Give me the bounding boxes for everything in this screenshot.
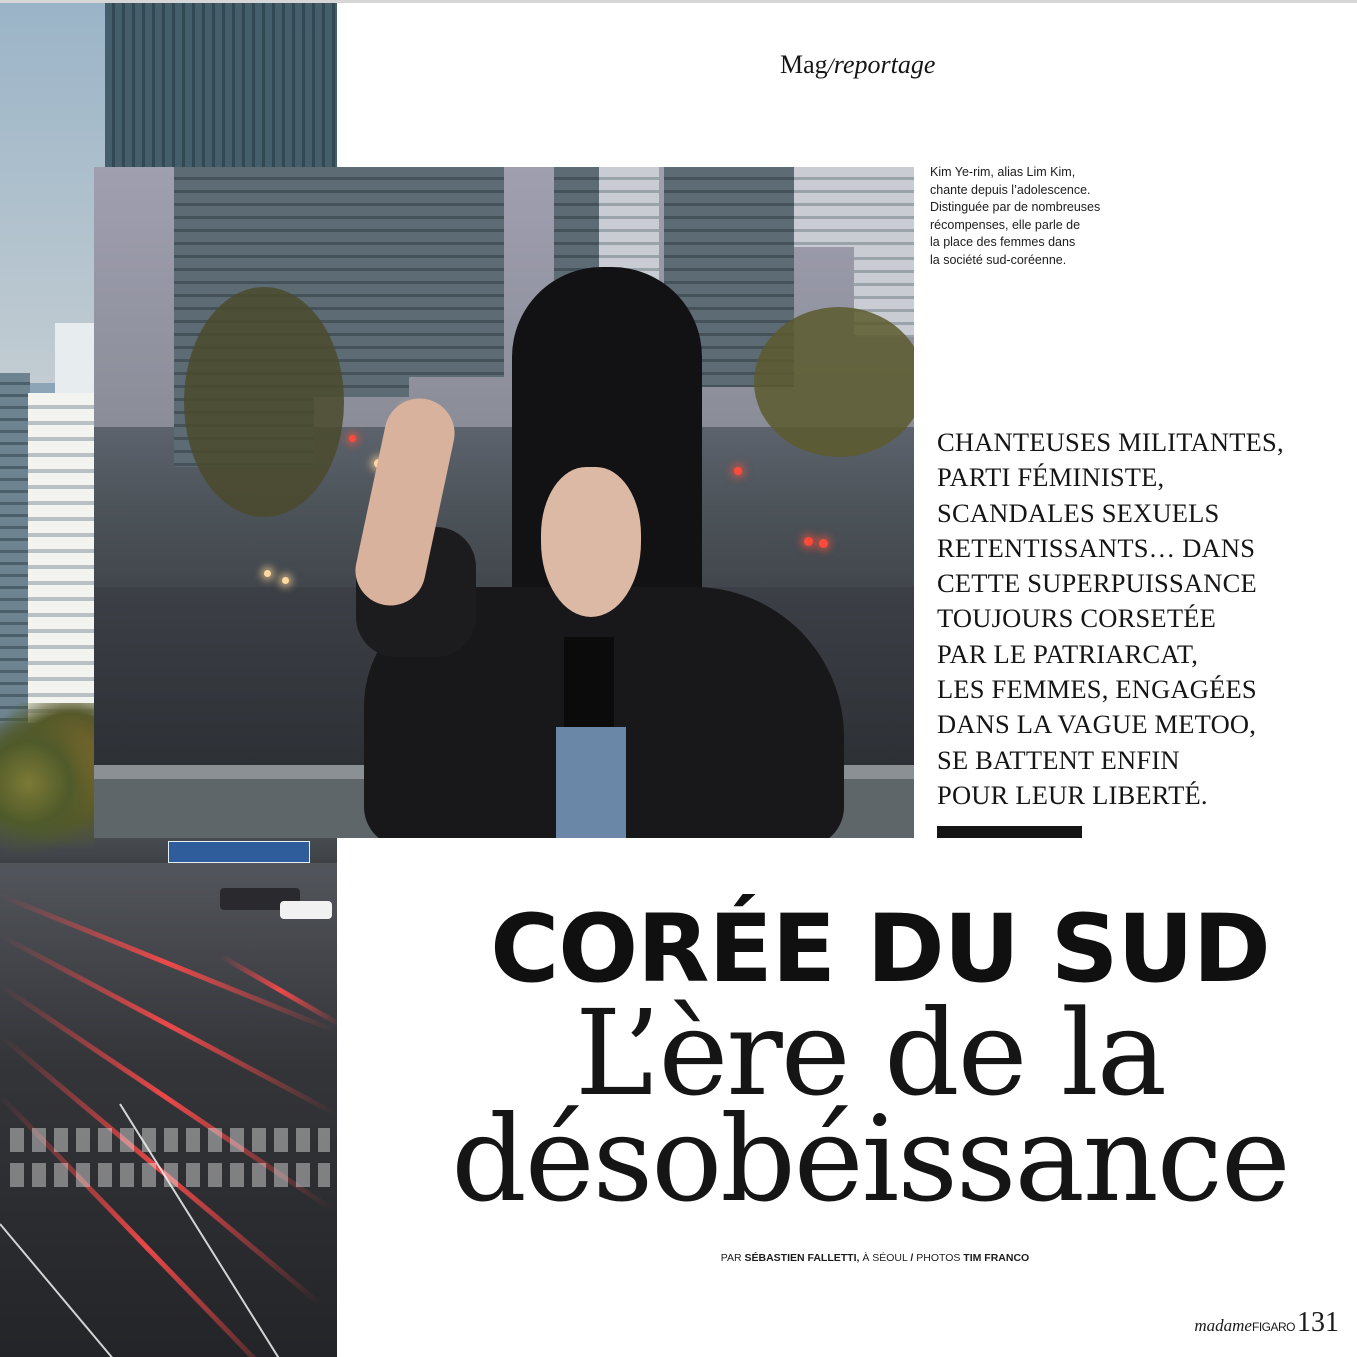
byline-photos-label: PHOTOS [913, 1252, 964, 1264]
caption-line: Distinguée par de nombreuses [930, 200, 1101, 214]
photo-tree [754, 307, 914, 457]
byline [640, 1252, 1110, 1264]
road-marking [10, 1128, 330, 1152]
caption-line: chante depuis l’adolescence. [930, 182, 1091, 197]
standfirst-line: SCANDALES SEXUELS [937, 497, 1220, 528]
standfirst-rule [937, 826, 1082, 838]
section-rubric: reportage [833, 50, 936, 79]
subtitle-line: désobéissance [451, 1090, 1289, 1228]
byline-photographer: TIM FRANCO [963, 1252, 1030, 1264]
woman-jeans [556, 727, 626, 838]
standfirst-line: RETENTISSANTS… DANS [937, 532, 1256, 563]
tail-light [804, 537, 813, 546]
byline-par: PAR [720, 1252, 745, 1264]
standfirst-line: CETTE SUPERPUISSANCE [937, 568, 1257, 599]
page-number: 131 [1297, 1307, 1339, 1338]
city-tower [28, 393, 94, 723]
byline-location: À SÉOUL [859, 1252, 911, 1264]
street-light [264, 570, 271, 577]
section-separator: / [827, 53, 834, 78]
standfirst-line: TOUJOURS CORSETÉE [937, 603, 1216, 634]
city-trees [0, 703, 95, 863]
subtitle-line: L’ère de la [574, 984, 1166, 1122]
section-name: Mag [780, 50, 828, 79]
city-tower [55, 323, 95, 403]
tail-light [349, 435, 356, 442]
tail-light [819, 539, 828, 548]
magazine-name-caps: FIGARO [1251, 1320, 1295, 1334]
car [280, 901, 332, 919]
standfirst-line: CHANTEUSES MILITANTES, [937, 427, 1284, 457]
standfirst-line: POUR LEUR LIBERTÉ. [937, 779, 1208, 810]
standfirst-line: PARTI FÉMINISTE, [937, 462, 1165, 493]
caption-line: la société sud-coréenne. [930, 252, 1067, 267]
section-header [780, 50, 935, 80]
photo-building [409, 167, 504, 377]
main-portrait-photo [94, 167, 914, 838]
city-tower [0, 373, 30, 723]
byline-author: SÉBASTIEN FALLETTI, [744, 1252, 860, 1264]
tail-light [734, 467, 742, 475]
standfirst-line: SE BATTENT ENFIN [937, 744, 1180, 775]
byline-separator: / [910, 1252, 914, 1264]
street-light [282, 577, 289, 584]
photo-building [794, 167, 914, 247]
standfirst-line: PAR LE PATRIARCAT, [937, 638, 1199, 669]
headline-subtitle [440, 984, 1300, 1228]
caption-line: Kim Ye-rim, alias Lim Kim, [930, 165, 1076, 179]
photo-caption [930, 164, 1105, 269]
caption-line: la place des femmes dans [930, 235, 1076, 249]
road-marking [10, 1163, 330, 1187]
caption-line: récompenses, elle parle de [930, 217, 1081, 232]
photo-tree [184, 287, 344, 517]
standfirst-line: LES FEMMES, ENGAGÉES [937, 674, 1257, 705]
woman-face [541, 467, 641, 617]
magazine-name-italic: madame [1194, 1316, 1252, 1335]
standfirst [937, 425, 1347, 813]
standfirst-line: DANS LA VAGUE METOO, [937, 709, 1257, 740]
page-folio [1194, 1307, 1339, 1339]
road-sign [168, 841, 310, 863]
headline-title: CORÉE DU SUD [490, 895, 1270, 1004]
